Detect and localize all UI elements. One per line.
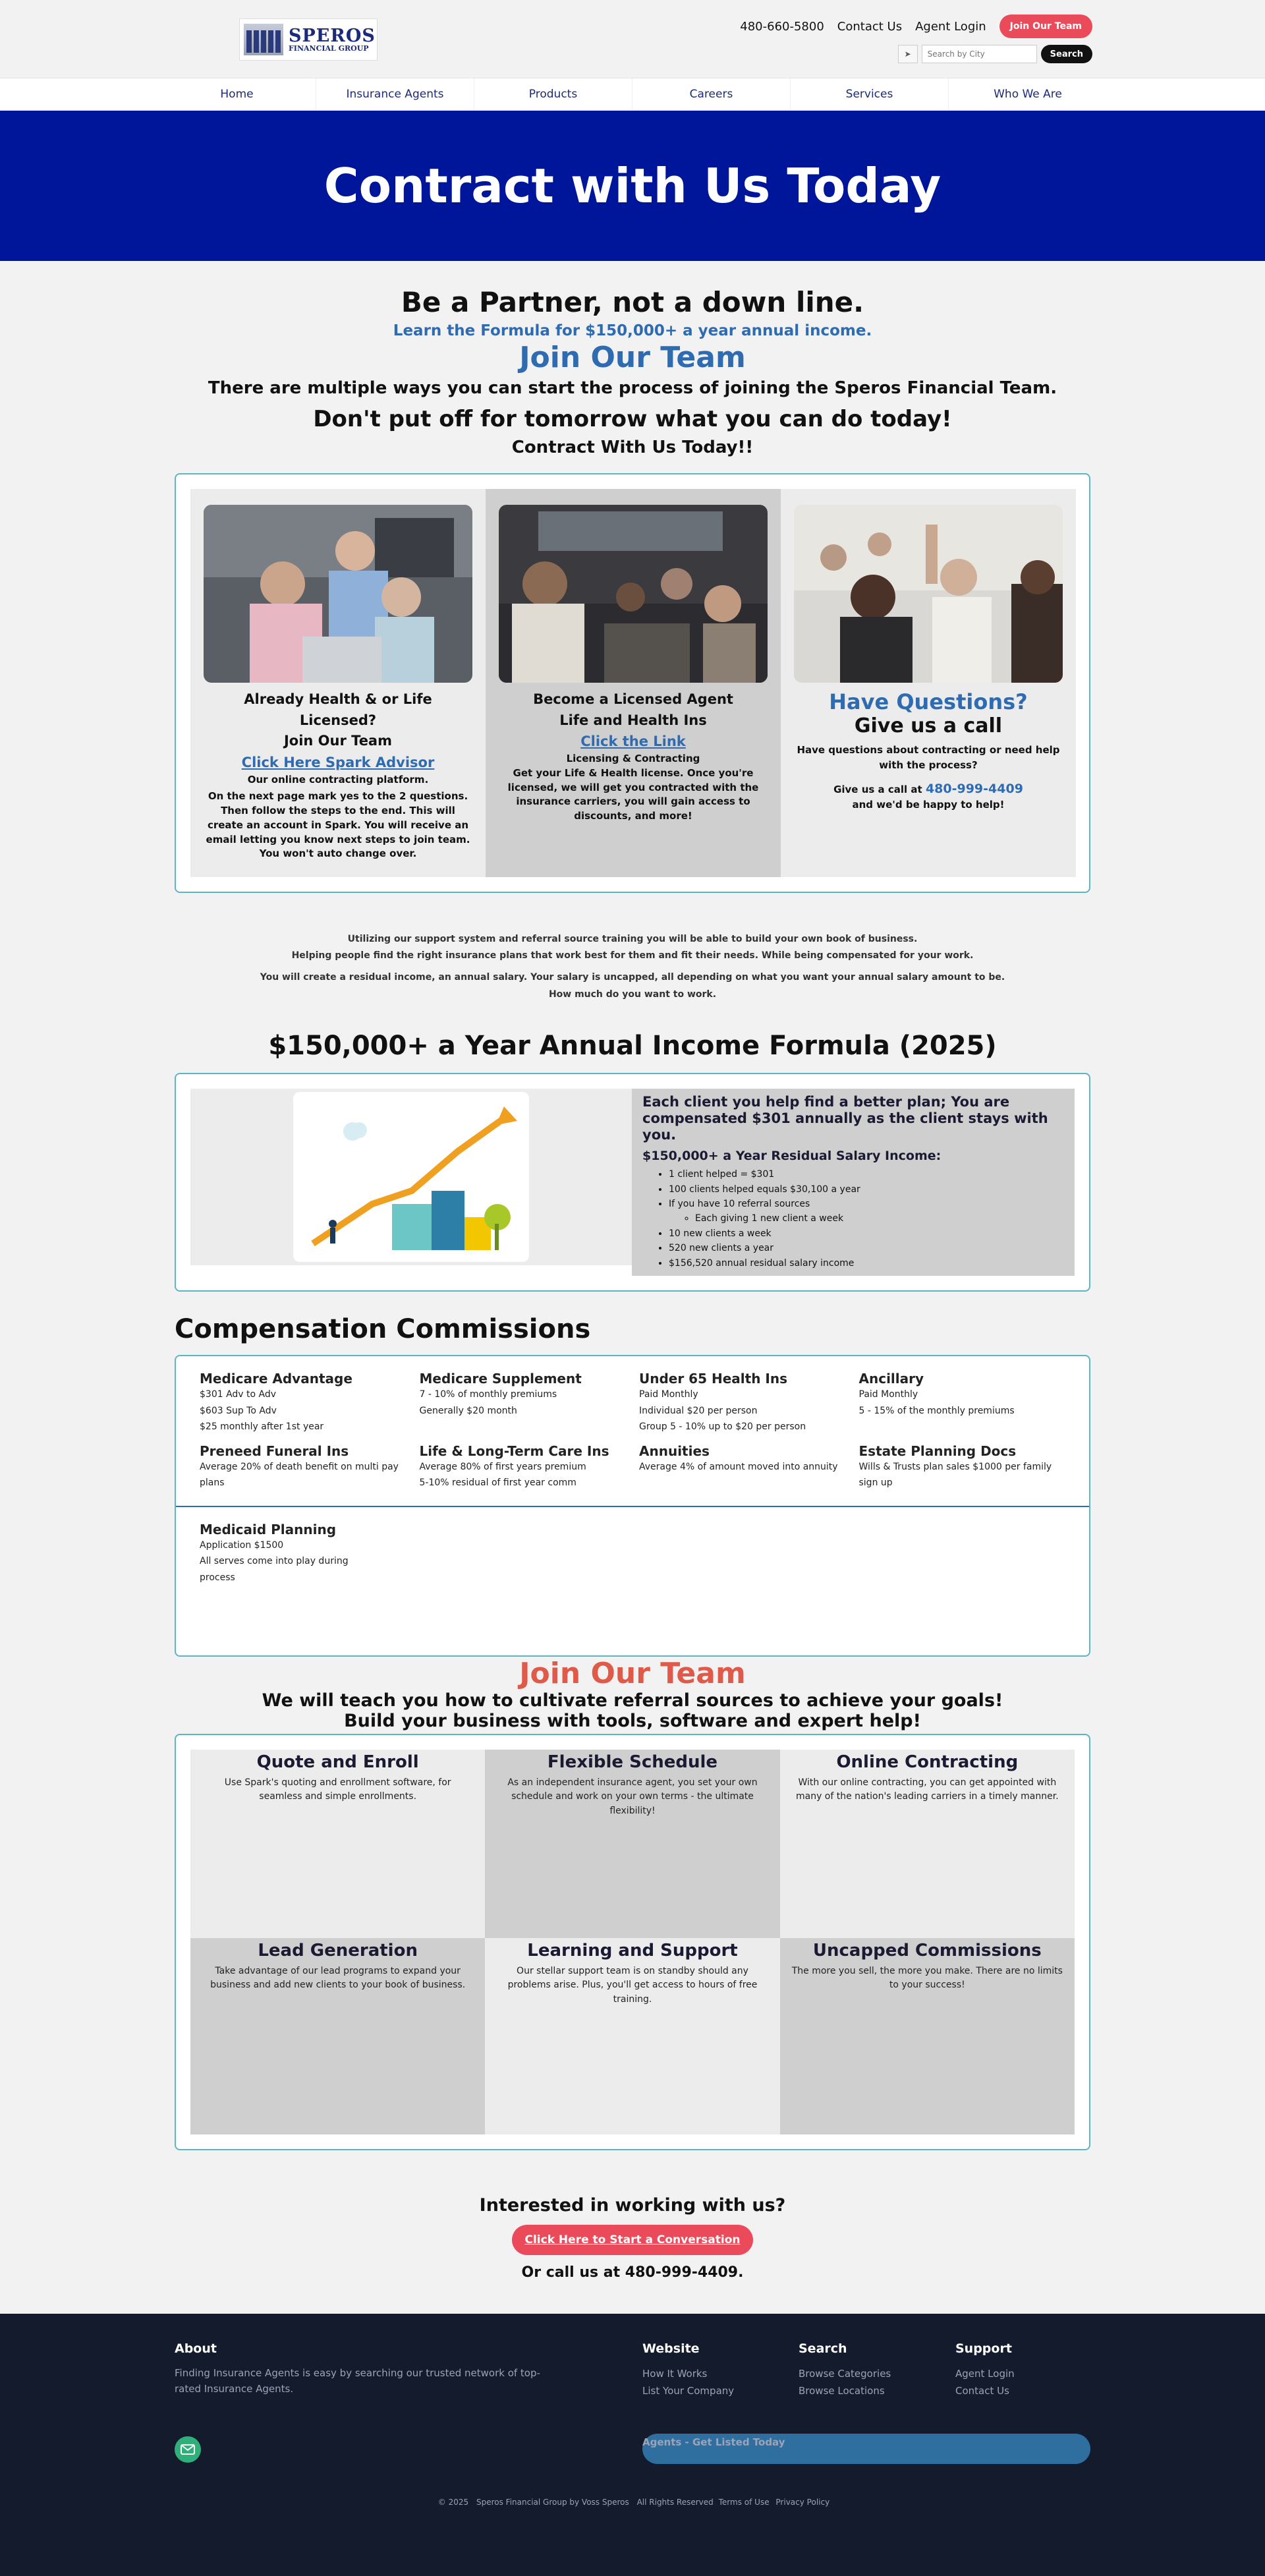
footer-list-company[interactable]: List Your Company (642, 2384, 735, 2397)
footer-search-heading: Search (799, 2341, 847, 2356)
site-footer (0, 2314, 1265, 2576)
hero-title: Contract with Us Today (323, 158, 942, 214)
nav-who-we-are[interactable]: Who We Are (994, 88, 1062, 101)
formula-item: • If you have 10 referral sources ◦ Each giving 1 new client a week (669, 1197, 1064, 1226)
privacy-link[interactable]: Privacy Policy (775, 2497, 830, 2507)
join-team-button[interactable]: Join Our Team (999, 14, 1092, 38)
footer-about-text: Finding Insurance Agents is easy by searching our trusted network of top-rated Insurance Agents. (175, 2366, 540, 2395)
compensation-box (175, 1355, 1090, 1657)
agents-meeting-photo (204, 505, 472, 683)
licensed-instructions: On the next page mark yes to the 2 questions. Then follow the steps to the end. This will create an account in Spark. You will receive an email letting you know next steps to join team. You won't auto change over. (206, 790, 470, 860)
header-phone-link[interactable]: 480-660-5800 (740, 19, 824, 34)
agent-login-link[interactable]: Agent Login (915, 19, 986, 34)
formula-title: $150,000+ a Year Annual Income Formula (2025) (268, 1030, 997, 1061)
join-team-section (0, 1657, 1265, 1731)
call-tail: and we'd be happy to help! (852, 799, 1005, 811)
footer-contact-us[interactable]: Contact Us (955, 2384, 1009, 2397)
option-become-licensed (486, 489, 781, 877)
formula-subitem: ◦ Each giving 1 new client a week (695, 1211, 1064, 1226)
hero-banner (0, 111, 1265, 261)
nav-home[interactable]: Home (158, 78, 316, 110)
intro-section (0, 261, 1265, 457)
support-line-3: You will create a residual income, an annual salary. Your salary is uncapped, all depending on what you want your annual salary amount to be. (260, 972, 1005, 983)
formula-details-panel (632, 1089, 1075, 1276)
get-listed-button[interactable]: Agents - Get Listed Today (642, 2434, 1090, 2464)
compensation-title: Compensation Commissions (175, 1314, 591, 1345)
intro-subheadline: Learn the Formula for $150,000+ a year annual income. (393, 322, 872, 339)
main-nav (0, 78, 1265, 111)
classroom-photo (499, 505, 768, 683)
footer-browse-locations[interactable]: Browse Locations (799, 2384, 885, 2397)
copyright-rights: All Rights Reserved (636, 2497, 714, 2507)
formula-item: • 10 new clients a week (669, 1226, 1064, 1241)
feature-quote-enroll: Quote and Enroll Use Spark's quoting and enrollment software, for seamless and simple enrollments. (190, 1750, 485, 1938)
support-line-1: Utilizing our support system and referral source training you will be able to build your own book of business. (347, 934, 918, 944)
formula-item: • $156,520 annual residual salary income (669, 1256, 1064, 1271)
growth-chart-illustration (293, 1092, 529, 1262)
intro-text-1: There are multiple ways you can start the process of joining the Speros Financial Team. (208, 378, 1057, 398)
formula-box (175, 1073, 1090, 1292)
join-team-line-1: We will teach you how to cultivate referral sources to achieve your goals! (262, 1690, 1003, 1711)
become-licensed-subtitle: Life and Health Ins (559, 712, 707, 728)
intro-text-2: Don't put off for tomorrow what you can do today! (313, 406, 952, 432)
top-header (0, 0, 1265, 78)
contact-link[interactable]: Contact Us (837, 19, 903, 34)
cta-phone-text: Or call us at 480-999-4409. (521, 2264, 744, 2281)
comp-ancillary: Ancillary Paid Monthly 5 - 15% of the monthly premiums (858, 1371, 1015, 1416)
formula-item: • 520 new clients a year (669, 1241, 1064, 1255)
footer-how-it-works[interactable]: How It Works (642, 2367, 708, 2380)
cta-question: Interested in working with us? (479, 2194, 786, 2216)
become-licensed-title: Become a Licensed Agent (533, 691, 733, 707)
comp-medicare-advantage: Medicare Advantage $301 Adv to Adv $603 Sup To Adv $25 monthly after 1st year (200, 1371, 352, 1433)
start-conversation-button[interactable]: Click Here to Start a Conversation (512, 2225, 754, 2255)
copyright-company: Speros Financial Group by Voss Speros (476, 2497, 629, 2507)
feature-uncapped-commissions: Uncapped Commissions The more you sell, the more you make. There are no limits to your success! (780, 1938, 1075, 2134)
join-team-line-2: Build your business with tools, software and expert help! (344, 1710, 921, 1731)
formula-item: • 100 clients helped equals $30,100 a year (669, 1182, 1064, 1197)
comp-annuities: Annuities Average 4% of amount moved into annuity (639, 1443, 838, 1472)
comp-preneed-funeral: Preneed Funeral Ins Average 20% of death benefit on multi pay plans (200, 1443, 399, 1489)
city-search-input[interactable] (922, 45, 1037, 63)
mail-icon[interactable] (175, 2436, 201, 2463)
support-line-4: How much do you want to work. (548, 988, 717, 1000)
intro-headline: Be a Partner, not a down line. (401, 286, 864, 318)
licensing-subtitle: Licensing & Contracting (566, 753, 700, 764)
licensed-title: Already Health & or Life Licensed? (244, 691, 432, 728)
cta-section (0, 2195, 1265, 2314)
nav-careers[interactable]: Careers (632, 78, 791, 110)
licensed-subtitle: Join Our Team (283, 733, 392, 749)
comp-medicare-supplement: Medicare Supplement 7 - 10% of monthly premiums Generally $20 month (419, 1371, 582, 1416)
feature-online-contracting: Online Contracting With our online contracting, you can get appointed with many of the nation's leading carriers in a timely manner. (780, 1750, 1075, 1938)
copyright-year: © 2025 (437, 2497, 469, 2507)
logo-subtitle: FINANCIAL GROUP (289, 44, 369, 53)
licensing-text: Get your Life & Health license. Once you're licensed, we will get you contracted with the insurance carriers, you will gain access to discounts, and more! (507, 766, 759, 822)
formula-headline: Each client you help find a better plan; You are compensated $301 annually as the client stays with you. (642, 1093, 1048, 1143)
support-line-2: Helping people find the right insurance plans that work best for them and fit their needs. While being compensated for your work. (291, 950, 974, 961)
location-arrow-icon[interactable]: ➤ (898, 45, 918, 63)
intro-text-3: Contract With Us Today!! (511, 438, 754, 457)
feature-learning-support: Learning and Support Our stellar support team is on standby should any problems arise. Plus, you'll get access to hours of free training. (485, 1938, 779, 2134)
join-team-heading: Join Our Team (519, 341, 746, 374)
footer-agent-login[interactable]: Agent Login (955, 2367, 1015, 2380)
questions-phone-link[interactable]: 480-999-4409 (925, 782, 1023, 796)
formula-list (669, 1167, 1064, 1271)
footer-copyright (0, 2496, 1265, 2509)
logo-title: SPEROS (289, 26, 376, 46)
comp-medicaid-planning: Medicaid Planning Application $1500 All serves come into play during process (200, 1521, 349, 1583)
feature-lead-generation: Lead Generation Take advantage of our lead programs to expand your business and add new clients to your book of business. (190, 1938, 485, 2134)
site-logo[interactable] (239, 18, 378, 61)
questions-heading: Have Questions? (829, 689, 1028, 714)
questions-text: Have questions about contracting or need help with the process? (797, 744, 1060, 771)
call-prefix: Give us a call at (833, 784, 922, 795)
platform-note: Our online contracting platform. (247, 773, 429, 786)
features-box (175, 1734, 1090, 2150)
logo-columns-icon (244, 24, 283, 55)
terms-link[interactable]: Terms of Use (718, 2497, 770, 2507)
footer-browse-categories[interactable]: Browse Categories (799, 2367, 891, 2380)
spark-advisor-link[interactable]: Click Here Spark Advisor (241, 754, 435, 770)
search-button[interactable]: Search (1041, 45, 1092, 63)
nav-insurance-agents[interactable]: Insurance Agents (316, 78, 474, 110)
give-us-call-heading: Give us a call (854, 714, 1003, 737)
option-questions (781, 489, 1076, 877)
feature-flexible-schedule: Flexible Schedule As an independent insurance agent, you set your own schedule and work on your own terms - the ultimate flexibility! (485, 1750, 779, 1938)
footer-website-heading: Website (642, 2341, 700, 2356)
comp-life-ltc: Life & Long-Term Care Ins Average 80% of first years premium 5-10% residual of first year comm (419, 1443, 609, 1489)
raised-hand-photo (794, 505, 1063, 683)
formula-item: • 1 client helped = $301 (669, 1167, 1064, 1182)
formula-subheading: $150,000+ a Year Residual Salary Income: (642, 1149, 942, 1164)
licensing-link[interactable]: Click the Link (580, 733, 686, 749)
nav-products[interactable]: Products (474, 78, 632, 110)
join-team-heading-2: Join Our Team (519, 1656, 746, 1690)
comp-estate-planning: Estate Planning Docs Wills & Trusts plan sales $1000 per family sign up (858, 1443, 1052, 1489)
formula-illustration-panel (190, 1089, 632, 1265)
nav-services[interactable]: Services (791, 78, 949, 110)
join-options-box (175, 473, 1090, 893)
option-licensed (190, 489, 486, 877)
footer-support-heading: Support (955, 2341, 1012, 2356)
comp-under-65: Under 65 Health Ins Paid Monthly Individual $20 per person Group 5 - 10% up to $20 per person (639, 1371, 806, 1433)
footer-about-heading: About (175, 2341, 217, 2356)
support-text-section (0, 931, 1265, 1003)
